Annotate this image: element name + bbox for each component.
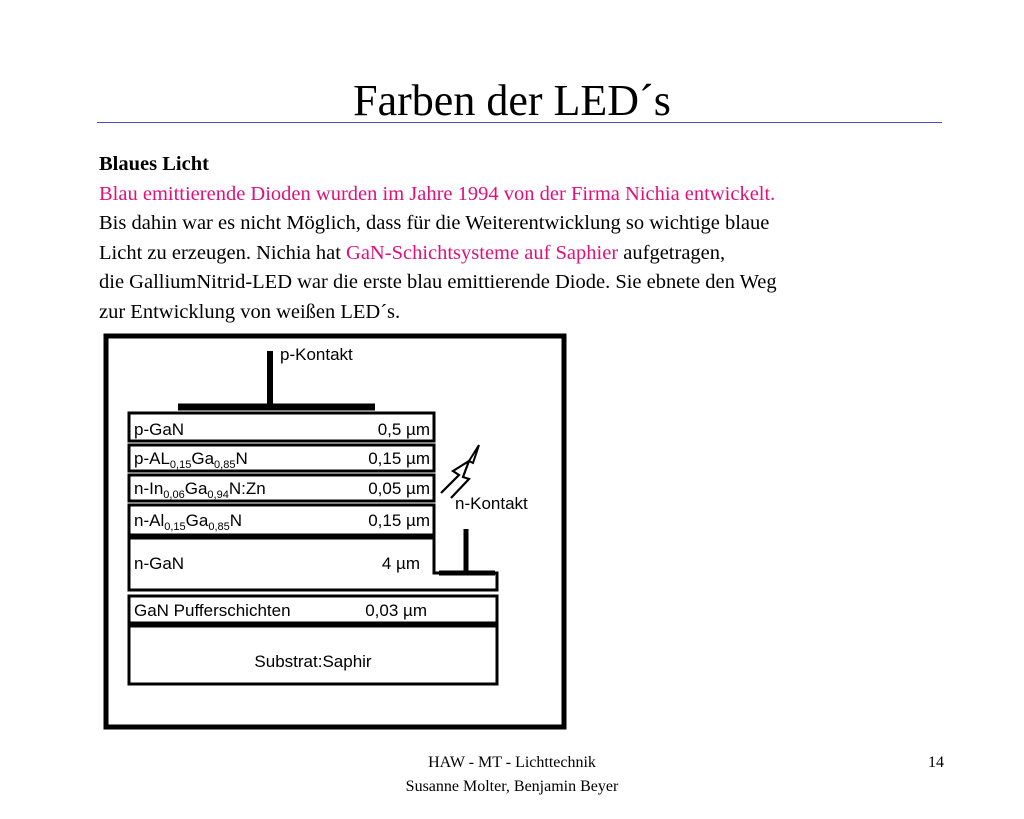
n-contact-label: n-Kontakt bbox=[455, 494, 528, 513]
text-highlight-gan: GaN-Schichtsysteme auf Saphier bbox=[346, 241, 619, 264]
formula-subscript: 0,06 bbox=[163, 489, 185, 501]
formula-part: N bbox=[229, 511, 243, 530]
section-heading: Blaues Licht bbox=[99, 153, 209, 175]
footer bbox=[0, 751, 1024, 799]
formula-part: Ga bbox=[185, 511, 209, 530]
footer-course: HAW - MT - Lichttechnik bbox=[428, 754, 596, 771]
text-line-3-end: aufgetragen, bbox=[618, 241, 726, 264]
text-line-3 bbox=[99, 239, 959, 269]
layer-thickness: 4 µm bbox=[381, 554, 420, 573]
formula-subscript: 0,15 bbox=[164, 521, 186, 533]
formula-part: n-In bbox=[134, 479, 164, 498]
led-layer-diagram bbox=[103, 333, 568, 730]
page-number: 14 bbox=[928, 754, 944, 771]
layer-thickness: 0,5 µm bbox=[377, 420, 430, 439]
slide-title: Farben der LED´s bbox=[353, 76, 671, 125]
formula-subscript: 0,85 bbox=[214, 459, 236, 471]
footer-authors: Susanne Molter, Benjamin Beyer bbox=[405, 778, 619, 795]
formula-subscript: 0,15 bbox=[169, 459, 192, 471]
title-divider bbox=[97, 122, 942, 123]
formula-subscript: 0,85 bbox=[208, 521, 230, 533]
formula-part: p-AL bbox=[134, 449, 170, 468]
layer-thickness: 0,15 µm bbox=[368, 511, 430, 530]
layer-thickness: 0,03 µm bbox=[365, 601, 427, 620]
p-contact-label: p-Kontakt bbox=[280, 345, 353, 364]
layer-thickness: 0,15 µm bbox=[368, 449, 430, 468]
formula-part: n-Al bbox=[134, 511, 165, 530]
layer-label bbox=[134, 479, 266, 501]
formula-subscript: 0,94 bbox=[207, 489, 229, 501]
layer-label: n-GaN bbox=[134, 554, 185, 573]
layer-thickness: 0,05 µm bbox=[368, 479, 430, 498]
substrate-label: Substrat:Saphir bbox=[254, 652, 372, 671]
text-line-5: zur Entwicklung von weißen LED´s. bbox=[99, 300, 401, 323]
formula-part: Ga bbox=[184, 479, 208, 498]
formula-part: N bbox=[235, 449, 248, 468]
formula-part: Ga bbox=[191, 449, 215, 468]
formula-part: N:Zn bbox=[228, 479, 266, 498]
layer-label: GaN Pufferschichten bbox=[134, 601, 291, 620]
text-line-3-start: Licht zu erzeugen. Nichia hat bbox=[99, 241, 347, 264]
layer-label: p-GaN bbox=[134, 420, 185, 439]
text-line-4: die GalliumNitrid-LED war die erste blau emittierende Diode. Sie ebnete den Weg bbox=[99, 271, 777, 293]
text-line-2: Bis dahin war es nicht Möglich, dass für die Weiterentwicklung so wichtige blaue bbox=[99, 212, 770, 234]
text-line-1: Blau emittierende Dioden wurden im Jahre 1994 von der Firma Nichia entwickelt. bbox=[99, 182, 776, 205]
slide-body bbox=[99, 150, 959, 327]
